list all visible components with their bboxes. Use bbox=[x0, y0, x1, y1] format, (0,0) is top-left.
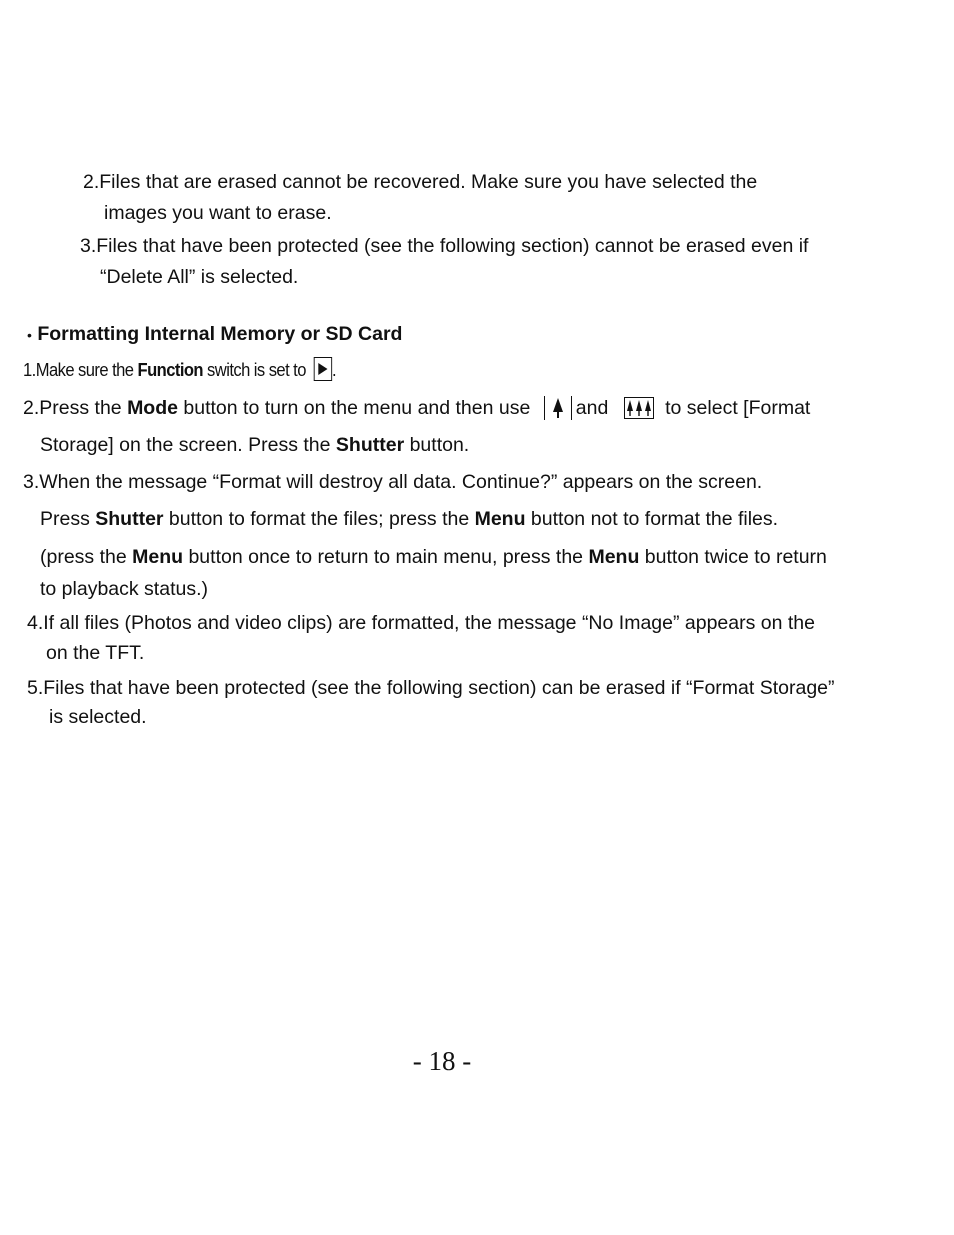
step-3-line-3: (press the Menu button once to return to main menu, press the Menu button twice to return bbox=[40, 546, 827, 568]
section-heading bbox=[27, 322, 402, 347]
menu-label: Menu bbox=[132, 546, 184, 568]
step-3-line-1: 3.When the message “Format will destroy all data. Continue?” appears on the screen. bbox=[23, 471, 763, 493]
step-4-line-2: on the TFT. bbox=[46, 642, 145, 664]
step-2-line-1: 2.Press the Mode button to turn on the menu and then use and to select [Format bbox=[23, 397, 811, 419]
page-number: - 18 - bbox=[412, 1046, 472, 1076]
bullet: • bbox=[27, 327, 32, 343]
note-3-line-2: “Delete All” is selected. bbox=[100, 266, 299, 288]
step-1: 1.Make sure the Function switch is set to . bbox=[23, 358, 336, 383]
menu-label: Menu bbox=[474, 508, 526, 530]
shutter-label: Shutter bbox=[335, 434, 405, 456]
step-2-line-2: Storage] on the screen. Press the Shutter button. bbox=[40, 434, 470, 456]
function-label: Function bbox=[137, 360, 204, 380]
step-5-line-1: 5.Files that have been protected (see the following section) can be erased if “Format Storage” bbox=[27, 677, 835, 699]
step-3-line-4: to playback status.) bbox=[40, 578, 208, 600]
note-2-line-2: images you want to erase. bbox=[104, 202, 332, 224]
step-3-line-2: Press Shutter button to format the files; press the Menu button not to format the files. bbox=[40, 508, 779, 530]
menu-label: Menu bbox=[588, 546, 640, 568]
note-2-line-1: 2.Files that are erased cannot be recovered. Make sure you have selected the bbox=[83, 171, 758, 193]
note-3-line-1: 3.Files that have been protected (see the following section) cannot be erased even if bbox=[80, 235, 809, 257]
step-5-line-2: is selected. bbox=[49, 706, 147, 728]
single-tree-icon bbox=[544, 396, 572, 420]
step-4-line-1: 4.If all files (Photos and video clips) are formatted, the message “No Image” appears on the bbox=[27, 612, 815, 634]
play-mode-icon bbox=[314, 357, 332, 381]
mode-label: Mode bbox=[127, 397, 178, 419]
shutter-label: Shutter bbox=[95, 508, 164, 530]
section-title: Formatting Internal Memory or SD Card bbox=[37, 323, 403, 345]
three-trees-icon bbox=[624, 397, 654, 419]
